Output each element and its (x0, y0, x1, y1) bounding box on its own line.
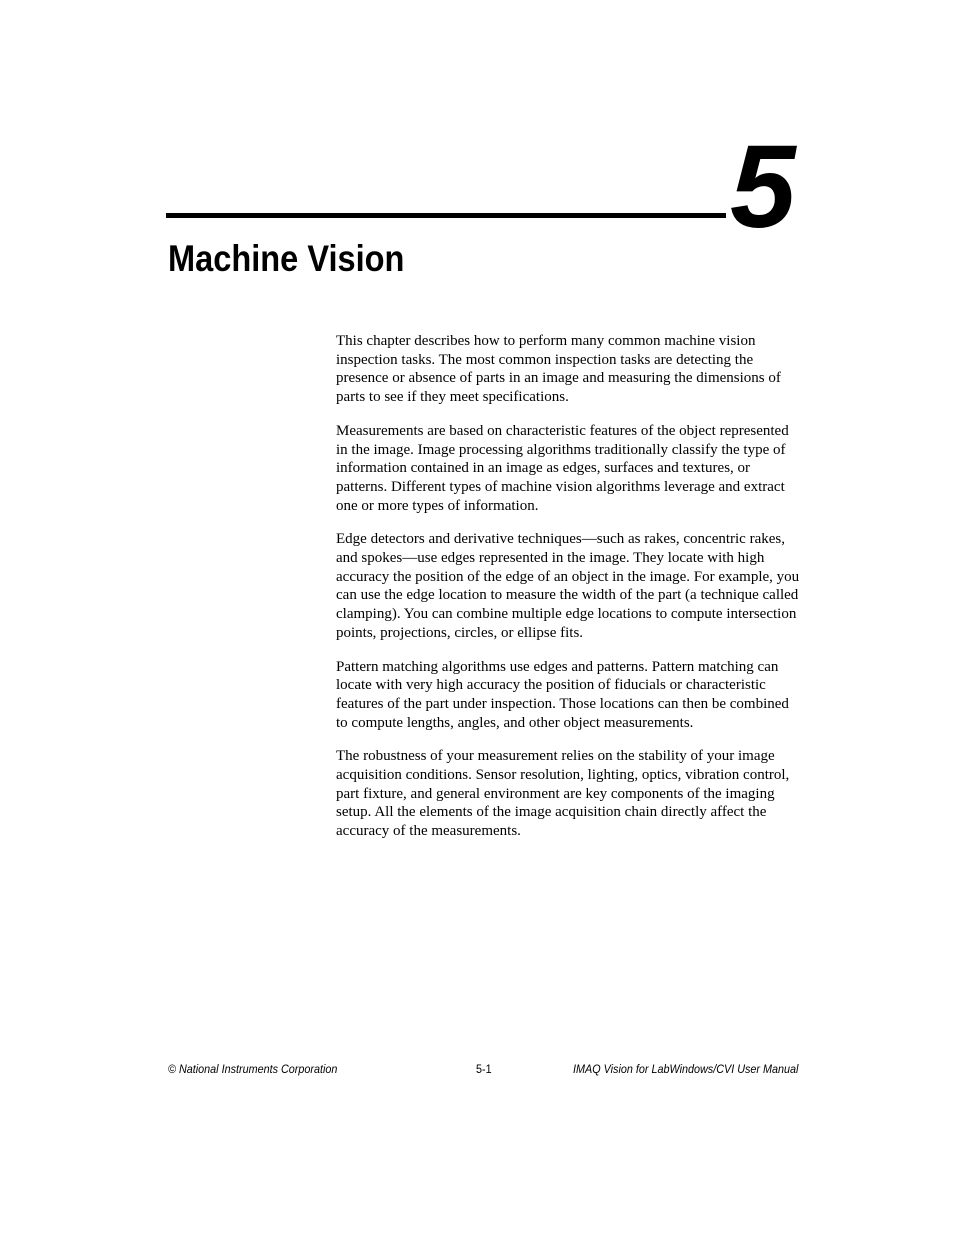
chapter-number: 5 (730, 121, 794, 253)
paragraph-intro: This chapter describes how to perform many common machine vision inspection tasks. The most common inspection tasks are detecting the presence or absence of parts in an image and measuring the dimensions of parts to see if they meet specifications. (336, 333, 781, 406)
footer-page-number: 5-1 (476, 1062, 492, 1076)
chapter-title: Machine Vision (168, 238, 405, 279)
paragraph-robustness: The robustness of your measurement relies on the stability of your image acquisition conditions. Sensor resolution, lighting, optics, vibration control, part fixture, and general environment are key components of the imaging setup. All the elements of the image acquisition chain directly affect the accuracy of the measurements. (336, 748, 790, 840)
chapter-rule (166, 213, 726, 218)
footer-copyright: © National Instruments Corporation (168, 1062, 338, 1076)
paragraph-pattern-matching: Pattern matching algorithms use edges and patterns. Pattern matching can locate with very high accuracy the position of fiducials or characteristic features of the part under inspection. Those locations can then be combined to compute lengths, angles, and other object measurements. (336, 658, 789, 731)
paragraph-edge-detectors: Edge detectors and derivative techniques—such as rakes, concentric rakes, and spokes—use edges represented in the image. They locate with high accuracy the position of the edge of an object in the image. For example, you can use the edge location to measure the width of the part (a technique called clamping). You can combine multiple edge locations to compute intersection points, projections, circles, or ellipse fits. (336, 531, 800, 641)
body-text (336, 332, 800, 856)
footer-manual-title: IMAQ Vision for LabWindows/CVI User Manual (572, 1062, 798, 1076)
paragraph-measurements: Measurements are based on characteristic features of the object represented in the image. Image processing algorithms traditionally classify the type of information contained in an image as edges, surfaces and textures, or patterns. Different types of machine vision algorithms leverage and extract one or more types of information. (336, 422, 789, 514)
